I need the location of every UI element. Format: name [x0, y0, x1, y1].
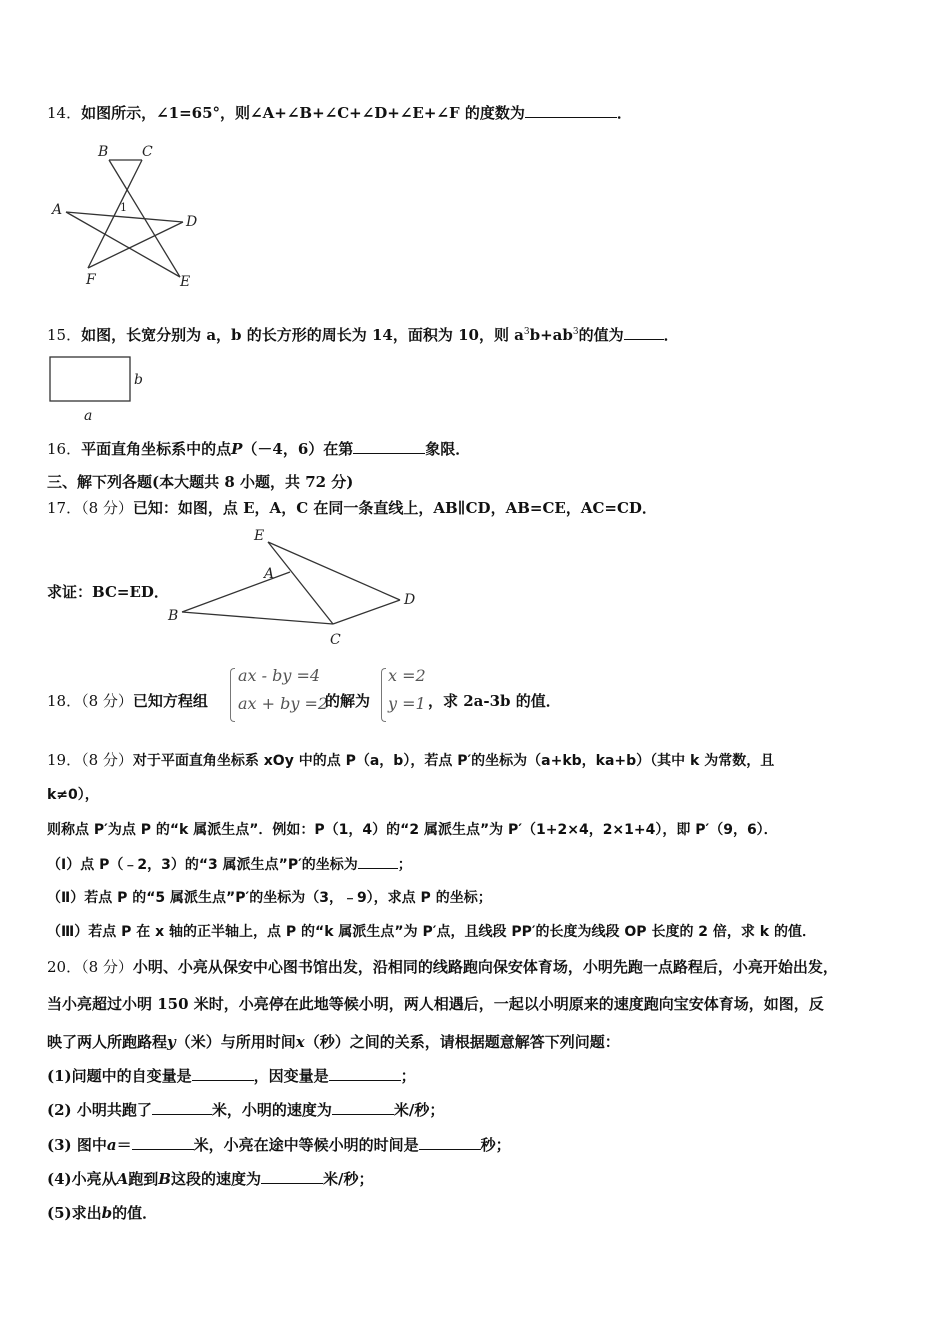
q17-triangle-figure	[160, 524, 430, 654]
q16-text-c: 象限．	[425, 440, 471, 458]
q19-part3: （Ⅲ）若点 P 在 x 轴的正半轴上，点 P 的“k 属派生点”为 P′点，且线段 PP′的长度为线段 OP 长度的 2 倍，求 k 的值．	[47, 924, 816, 940]
q16-text-a: 平面直角坐标系中的点	[81, 440, 232, 458]
q20-p2-c: 米/秒；	[393, 1101, 445, 1119]
q18-solution-1: x =2	[388, 666, 426, 685]
q15-text-a: 如图，长宽分别为 a，b 的长方形的周长为 14，面积为 10，则 a	[81, 326, 524, 344]
q20-p4-b: 跑到	[128, 1170, 159, 1188]
q20-line1	[47, 957, 838, 977]
q14-label-c: C	[142, 144, 153, 160]
q18-number-line	[47, 691, 208, 711]
q20-p2-a: (2) 小明共跑了	[47, 1101, 152, 1119]
q20-p2-blank2	[332, 1100, 394, 1115]
q20-p4-d: 米/秒；	[323, 1170, 374, 1188]
q20-p5-a: (5)求出	[47, 1204, 102, 1222]
q20-line3-a: 映了两人所跑路程	[47, 1033, 168, 1051]
q14-label-e: E	[180, 274, 191, 290]
q18-equation-1: ax - by =4	[238, 666, 321, 685]
q14-number: 14．	[47, 104, 82, 122]
q20-p3-b: ＝	[116, 1136, 132, 1154]
section3-title: 三、解下列各题(本大题共 8 小题，共 72 分)	[47, 473, 354, 491]
q14-label-f: F	[86, 272, 96, 288]
q19-line3: 则称点 P′为点 P 的“k 属派生点”．例如：P（1，4）的“2 属派生点”为 P′（1+2×4，2×1+4），即 P′（9，6）．	[47, 822, 778, 838]
q20-p3-a: (3) 图中	[47, 1136, 107, 1154]
q18-solution-brace	[381, 668, 386, 722]
q17-segment-ed	[268, 542, 400, 600]
q20-p3-variable: a	[106, 1136, 117, 1154]
q14-segment-ae	[66, 212, 180, 277]
q17-label-b: B	[168, 608, 179, 624]
q20-p1-c: ；	[400, 1067, 416, 1085]
q16-text-b: （－4，6）在第	[242, 440, 354, 458]
q19-line1-text: 对于平面直角坐标系 xOy 中的点 P（a，b），若点 P′的坐标为（a+kb，ka+b）（其中 k 为常数，且	[132, 753, 775, 769]
q19-part1	[47, 854, 412, 875]
q17-label-a: A	[264, 566, 275, 582]
q20-p4-point-a: A	[116, 1170, 129, 1188]
q20-line3-b: （米）与所用时间	[175, 1033, 296, 1051]
q20-line3-c: （秒）之间的关系，请根据题意解答下列问题：	[304, 1033, 620, 1051]
q15-text-b: b+ab	[529, 326, 573, 344]
q16-answer-blank	[353, 439, 425, 454]
q15-number: 15．	[47, 326, 82, 344]
q18-text-c: ，求 2a-3b 的值．	[428, 692, 561, 710]
q16-point: P	[231, 440, 243, 458]
q15-label-b: b	[134, 372, 143, 388]
q14-period: ．	[616, 104, 632, 122]
q18-solution-2: y =1	[388, 694, 426, 713]
q15-label-a: a	[84, 408, 93, 424]
q17-question	[47, 498, 657, 518]
q20-line2: 当小亮超过小明 150 米时，小亮停在此地等候小明，两人相遇后，一起以小明原来的速度跑向宝安体育场，如图，反	[47, 995, 824, 1013]
q17-label-e: E	[254, 528, 265, 544]
q20-p4-c: 这段的速度为	[170, 1170, 261, 1188]
q20-p5-variable: b	[101, 1204, 113, 1222]
q14-question	[47, 103, 632, 123]
q20-p3-c: 米，小亮在途中等候小明的时间是	[193, 1136, 419, 1154]
q15-period: ．	[663, 326, 679, 344]
q17-score: （8 分）	[81, 499, 133, 517]
q20-p1-a: (1)问题中的自变量是	[47, 1067, 192, 1085]
q20-p2-b: 米，小明的速度为	[211, 1101, 332, 1119]
q18-text-b: 的解为	[325, 692, 371, 710]
q20-p4-blank	[261, 1169, 323, 1184]
q20-part5	[47, 1203, 157, 1223]
q20-p4-point-b: B	[158, 1170, 171, 1188]
q15-question	[47, 322, 679, 345]
q20-line1-text: 小明、小亮从保安中心图书馆出发，沿相同的线路跑向保安体育场，小明先跑一点路程后，小亮开始出发，	[132, 958, 838, 976]
q19-part2: （Ⅱ）若点 P 的“5 属派生点”P′的坐标为（3，﹣9），求点 P 的坐标；	[47, 890, 492, 906]
q20-x-variable: x	[295, 1033, 305, 1051]
q17-segment-cd	[333, 600, 400, 624]
q19-part1-end: ；	[397, 857, 412, 873]
q20-number: 20．	[47, 958, 82, 976]
q19-number: 19．	[47, 751, 82, 769]
q16-question	[47, 439, 470, 459]
q19-score: （8 分）	[81, 751, 133, 769]
q20-p1-blank1	[192, 1066, 254, 1081]
q14-label-a: A	[52, 202, 63, 218]
q15-text-c: 的值为	[578, 326, 624, 344]
q20-p3-blank1	[132, 1135, 194, 1150]
q14-segment-fd	[88, 222, 183, 268]
q15-answer-blank	[624, 325, 664, 340]
q20-part3	[47, 1135, 511, 1155]
q18-equation-2: ax + by =2	[238, 694, 329, 713]
q14-label-d: D	[186, 214, 198, 230]
q20-part4	[47, 1169, 373, 1189]
q18-system-brace	[230, 668, 235, 722]
q20-p3-d: 秒；	[480, 1136, 511, 1154]
q17-label-d: D	[404, 592, 416, 608]
q20-score: （8 分）	[81, 958, 133, 976]
q20-p3-blank2	[419, 1135, 481, 1150]
q15-rectangle	[50, 357, 130, 401]
q18-text-a: 已知方程组	[132, 692, 208, 710]
q18-number: 18．	[47, 692, 82, 710]
q19-line2: k≠0），	[47, 787, 99, 803]
q17-proof: 求证：BC=ED．	[47, 583, 169, 601]
q17-label-c: C	[330, 632, 341, 648]
q14-answer-blank	[525, 103, 617, 118]
q19-part1-blank	[358, 854, 398, 869]
q17-number: 17．	[47, 499, 82, 517]
q14-star-figure	[48, 140, 208, 290]
q15-sup2: 3	[572, 327, 579, 337]
q18-solution-system	[388, 662, 426, 718]
q20-p1-b: ，因变量是	[253, 1067, 329, 1085]
q20-p4-a: (4)小亮从	[47, 1170, 117, 1188]
q20-y-variable: y	[167, 1033, 176, 1051]
q17-segment-bc	[182, 612, 333, 624]
q20-part2	[47, 1100, 444, 1120]
q20-p1-blank2	[329, 1066, 401, 1081]
q17-text: 已知：如图，点 E，A，C 在同一条直线上，AB∥CD，AB=CE，AC=CD．	[132, 499, 657, 517]
q20-p2-blank1	[152, 1100, 212, 1115]
q17-segment-ec	[268, 542, 333, 624]
q19-line1	[47, 750, 774, 771]
q14-label-b: B	[98, 144, 109, 160]
q19-part1-text: （Ⅰ）点 P（﹣2，3）的“3 属派生点”P′的坐标为	[47, 857, 358, 873]
q16-number: 16．	[47, 440, 82, 458]
q18-equation-system	[238, 662, 328, 718]
q14-text: 如图所示，∠1=65°，则∠A+∠B+∠C+∠D+∠E+∠F 的度数为	[81, 104, 525, 122]
q14-label-angle1: 1	[120, 201, 127, 214]
q15-sup1: 3	[523, 327, 530, 337]
q15-rectangle-figure	[46, 352, 156, 424]
q20-part1	[47, 1066, 416, 1086]
q20-p5-b: 的值．	[112, 1204, 158, 1222]
q20-line3	[47, 1032, 620, 1052]
q18-score: （8 分）	[81, 692, 133, 710]
